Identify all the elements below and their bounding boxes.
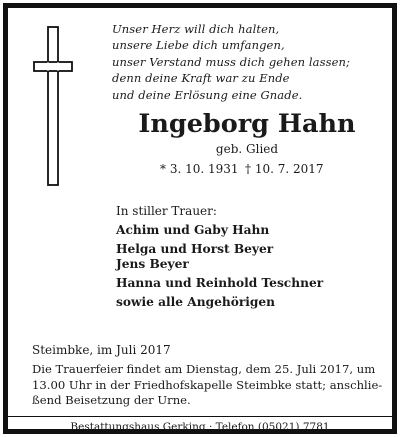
mourner-entry: Jens Beyer — [116, 257, 189, 271]
poem-line: und deine Erlösung eine Gnade. — [112, 87, 303, 102]
memorial-poem — [112, 21, 382, 103]
mourner-entry: Helga und Horst Beyer — [116, 242, 274, 256]
funeral-home-footer: Bestattungshaus Gerking · Telefon (05021) 7781 — [70, 421, 330, 433]
mourner-entry: Hanna und Reinhold Teschner — [116, 276, 324, 290]
mourner-entry: Achim und Gaby Hahn — [116, 223, 270, 237]
funeral-notice — [32, 362, 383, 409]
birth-date: * 3. 10. 1931 — [160, 162, 239, 176]
poem-line: unsere Liebe dich umfangen, — [112, 38, 285, 53]
notice-line: ßend Beisetzung der Urne. — [32, 393, 191, 408]
poem-line: unser Verstand muss dich gehen lassen; — [112, 54, 351, 69]
notice-line: 13.00 Uhr in der Friedhofskapelle Steimbke statt; anschlie- — [32, 377, 383, 392]
poem-line: denn deine Kraft war zu Ende — [112, 71, 290, 86]
maiden-name: geb. Glied — [215, 142, 279, 156]
poem-line: Unser Herz will dich halten, — [112, 22, 280, 36]
notice-line: Die Trauerfeier findet am Dienstag, dem 25. Juli 2017, um — [32, 362, 376, 376]
latin-cross-icon — [33, 26, 73, 186]
death-date: † 10. 7. 2017 — [245, 162, 324, 176]
footer-divider — [8, 416, 392, 417]
place-and-date: Steimbke, im Juli 2017 — [32, 343, 171, 357]
mourner-entry: sowie alle Angehörigen — [116, 295, 276, 309]
mourning-intro: In stiller Trauer: — [116, 204, 217, 218]
deceased-name: Ingeborg Hahn — [138, 109, 356, 139]
